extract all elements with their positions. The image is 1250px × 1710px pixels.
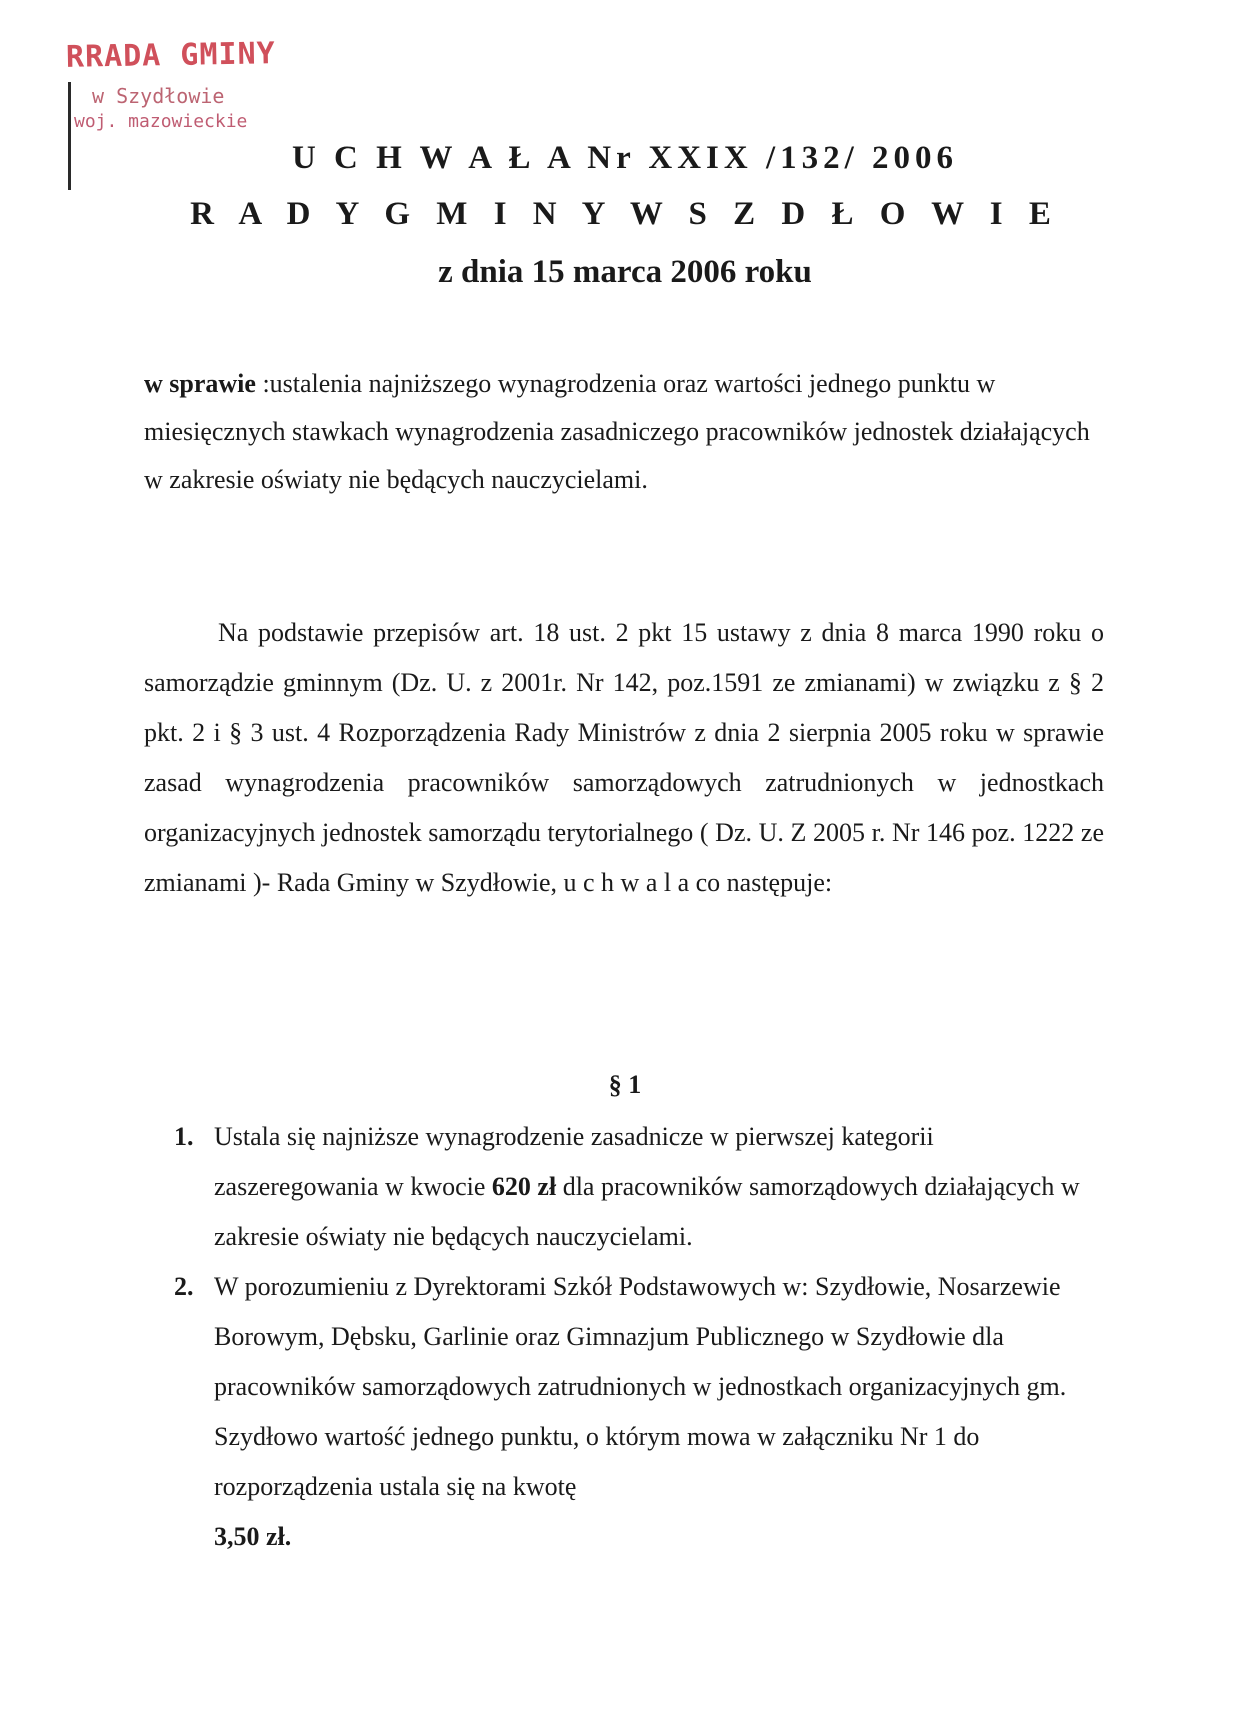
- stamp-line-1: RRADA GMINY: [65, 36, 276, 75]
- item-amount: 620 zł: [491, 1172, 557, 1201]
- item-text: W porozumieniu z Dyrektorami Szkół Podstawowych w: Szydłowie, Nosarzewie Borowym, Dębsku, Garlinie oraz Gimnazjum Publicznego w Szydłowie dla pracowników samorządowych zatrudnionych w jednostkach organizacyjnych gm. Szydłowo wartość jednego punktu, o którym mowa w załączniku Nr 1 do rozporządzenia ustala się na kwotę: [214, 1272, 1067, 1501]
- item-number: 2.: [174, 1272, 194, 1301]
- stamp-line-2: w Szydłowie: [92, 84, 225, 108]
- list-item: [144, 1112, 1104, 1262]
- item-text: Ustala się najniższe wynagrodzenie zasadnicze w pierwszej kategorii zaszeregowania w kwocie: [214, 1122, 934, 1201]
- section-sign: § 1: [608, 1070, 642, 1099]
- issuing-body: R A D Y G M I N Y W S Z D Ł O W I E: [190, 196, 1060, 232]
- subject-text: :ustalenia najniższego wynagrodzenia oraz wartości jednego punktu w miesięcznych stawkach wynagrodzenia zasadniczego pracowników jednostek działających w zakresie oświaty nie będących nauczycielami.: [144, 369, 1090, 494]
- item-amount: 3,50 zł.: [214, 1522, 292, 1551]
- section-item-list: [144, 1112, 1104, 1562]
- subject-paragraph: [144, 360, 1104, 504]
- resolution-date: z dnia 15 marca 2006 roku: [438, 254, 812, 290]
- item-number: 1.: [174, 1122, 194, 1151]
- item-text-end: dla pracowników samorządowych działających w zakresie oświaty nie będących nauczycielami.: [214, 1172, 1080, 1251]
- legal-basis-paragraph: Na podstawie przepisów art. 18 ust. 2 pkt 15 ustawy z dnia 8 marca 1990 roku o samorządzie gminnym (Dz. U. z 2001r. Nr 142, poz.1591 ze zmianami) w związku z § 2 pkt. 2 i § 3 ust. 4 Rozporządzenia Rady Ministrów z dnia 2 sierpnia 2005 roku w sprawie zasad wynagrodzenia pracowników samorządowych zatrudnionych w jednostkach organizacyjnych jednostek samorządu terytorialnego ( Dz. U. Z 2005 r. Nr 146 poz. 1222 ze zmianami )- Rada Gminy w Szydłowie, u c h w a l a co następuje:: [144, 618, 1104, 897]
- stamp-line-3: woj. mazowieckie: [74, 111, 248, 132]
- resolution-title: U C H W A Ł A Nr XXIX /132/ 2006: [291, 140, 959, 176]
- subject-label: w sprawie: [144, 369, 256, 398]
- list-item: [144, 1262, 1104, 1562]
